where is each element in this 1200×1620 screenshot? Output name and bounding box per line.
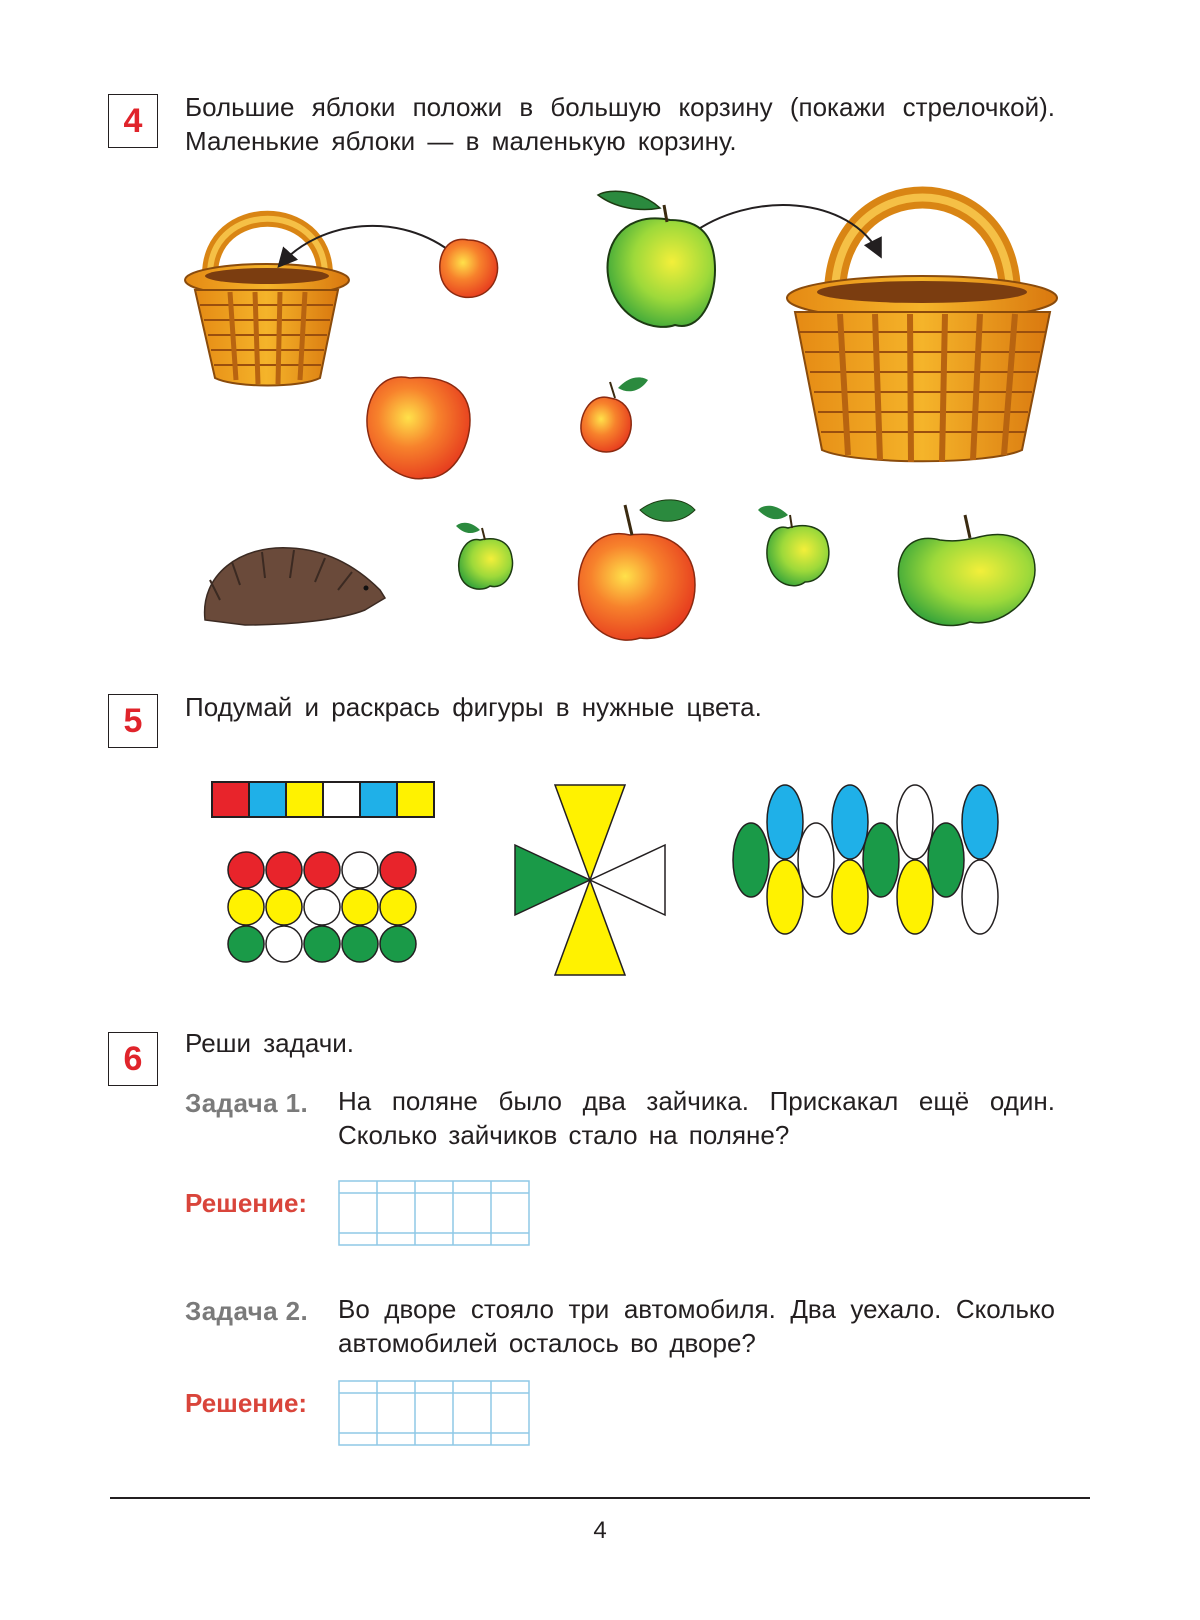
- task-2-solution-label: Решение:: [185, 1388, 308, 1418]
- oval-mid-2[interactable]: [798, 823, 834, 897]
- stripe-cell-3[interactable]: [286, 782, 323, 817]
- big-red-apple-2: [579, 500, 695, 640]
- oval-mid-3[interactable]: [863, 823, 899, 897]
- exercise-number-6: 6: [108, 1032, 158, 1086]
- oval-top-2[interactable]: [832, 785, 868, 859]
- big-green-apple-1: [598, 191, 715, 327]
- small-red-apple-2: [581, 377, 648, 452]
- circle-r1-c4[interactable]: [342, 852, 378, 888]
- pinwheel-top-triangle[interactable]: [555, 785, 625, 880]
- oval-top-4[interactable]: [962, 785, 998, 859]
- coloring-patterns: [210, 780, 1030, 1000]
- oval-bottom-4[interactable]: [962, 860, 998, 934]
- stripe-cell-4[interactable]: [323, 782, 360, 817]
- page-number: 4: [593, 1517, 607, 1544]
- pinwheel-right-triangle[interactable]: [590, 845, 665, 915]
- pinwheel-left-triangle[interactable]: [515, 845, 590, 915]
- big-basket: [787, 198, 1057, 463]
- circle-r1-c3[interactable]: [304, 852, 340, 888]
- circle-r1-c2[interactable]: [266, 852, 302, 888]
- circle-r3-c2[interactable]: [266, 926, 302, 962]
- task-1-label: Задача 1.: [185, 1088, 309, 1118]
- task-2-label: Задача 2.: [185, 1296, 309, 1326]
- circle-r3-c3[interactable]: [304, 926, 340, 962]
- circle-r2-c2[interactable]: [266, 889, 302, 925]
- circle-r3-c4[interactable]: [342, 926, 378, 962]
- circle-r3-c1[interactable]: [228, 926, 264, 962]
- small-green-apple-1: [456, 523, 513, 589]
- oval-bottom-3[interactable]: [897, 860, 933, 934]
- big-green-apple-2: [898, 515, 1035, 626]
- stripe-cell-2[interactable]: [249, 782, 286, 817]
- exercise-5-instruction: Подумай и раскрась фигуры в нужные цвета.: [185, 692, 762, 722]
- task-2-text: Во дворе стояло три автомобиля. Два уехало. Сколько автомобилей осталось во дворе?: [338, 1294, 1055, 1358]
- circle-r2-c3[interactable]: [304, 889, 340, 925]
- stripe-cell-5[interactable]: [360, 782, 397, 817]
- oval-mid-4[interactable]: [928, 823, 964, 897]
- oval-bottom-2[interactable]: [832, 860, 868, 934]
- circle-r2-c1[interactable]: [228, 889, 264, 925]
- circle-r3-c5[interactable]: [380, 926, 416, 962]
- exercise-number-5: 5: [108, 694, 158, 748]
- task-1-solution-label: Решение:: [185, 1188, 308, 1218]
- task-2-answer-grid[interactable]: [338, 1380, 530, 1446]
- task-1-answer-grid[interactable]: [338, 1180, 530, 1246]
- small-red-apple-1: [440, 239, 498, 297]
- exercise-4-illustration: [170, 180, 1070, 650]
- circle-r1-c5[interactable]: [380, 852, 416, 888]
- exercise-4-instruction: Большие яблоки положи в большую корзину (покажи стрелочкой). Маленькие яблоки — в маленькую корзину.: [185, 92, 1055, 156]
- oval-mid-1[interactable]: [733, 823, 769, 897]
- exercise-number-4: 4: [108, 94, 158, 148]
- oval-top-1[interactable]: [767, 785, 803, 859]
- footer-rule: [110, 1497, 1090, 1499]
- circle-r2-c4[interactable]: [342, 889, 378, 925]
- circle-r2-c5[interactable]: [380, 889, 416, 925]
- stripe-cell-6[interactable]: [397, 782, 434, 817]
- small-green-apple-2: [758, 506, 829, 586]
- hedgehog: [205, 548, 385, 625]
- exercise-6-intro: Реши задачи.: [185, 1028, 354, 1058]
- pinwheel-bottom-triangle[interactable]: [555, 880, 625, 975]
- oval-bottom-1[interactable]: [767, 860, 803, 934]
- stripe-cell-1[interactable]: [212, 782, 249, 817]
- oval-top-3[interactable]: [897, 785, 933, 859]
- task-1-text: На поляне было два зайчика. Прискакал ещё один. Сколько зайчиков стало на поляне?: [338, 1086, 1055, 1150]
- small-basket: [185, 219, 349, 386]
- circle-r1-c1[interactable]: [228, 852, 264, 888]
- big-red-apple-1: [367, 377, 470, 479]
